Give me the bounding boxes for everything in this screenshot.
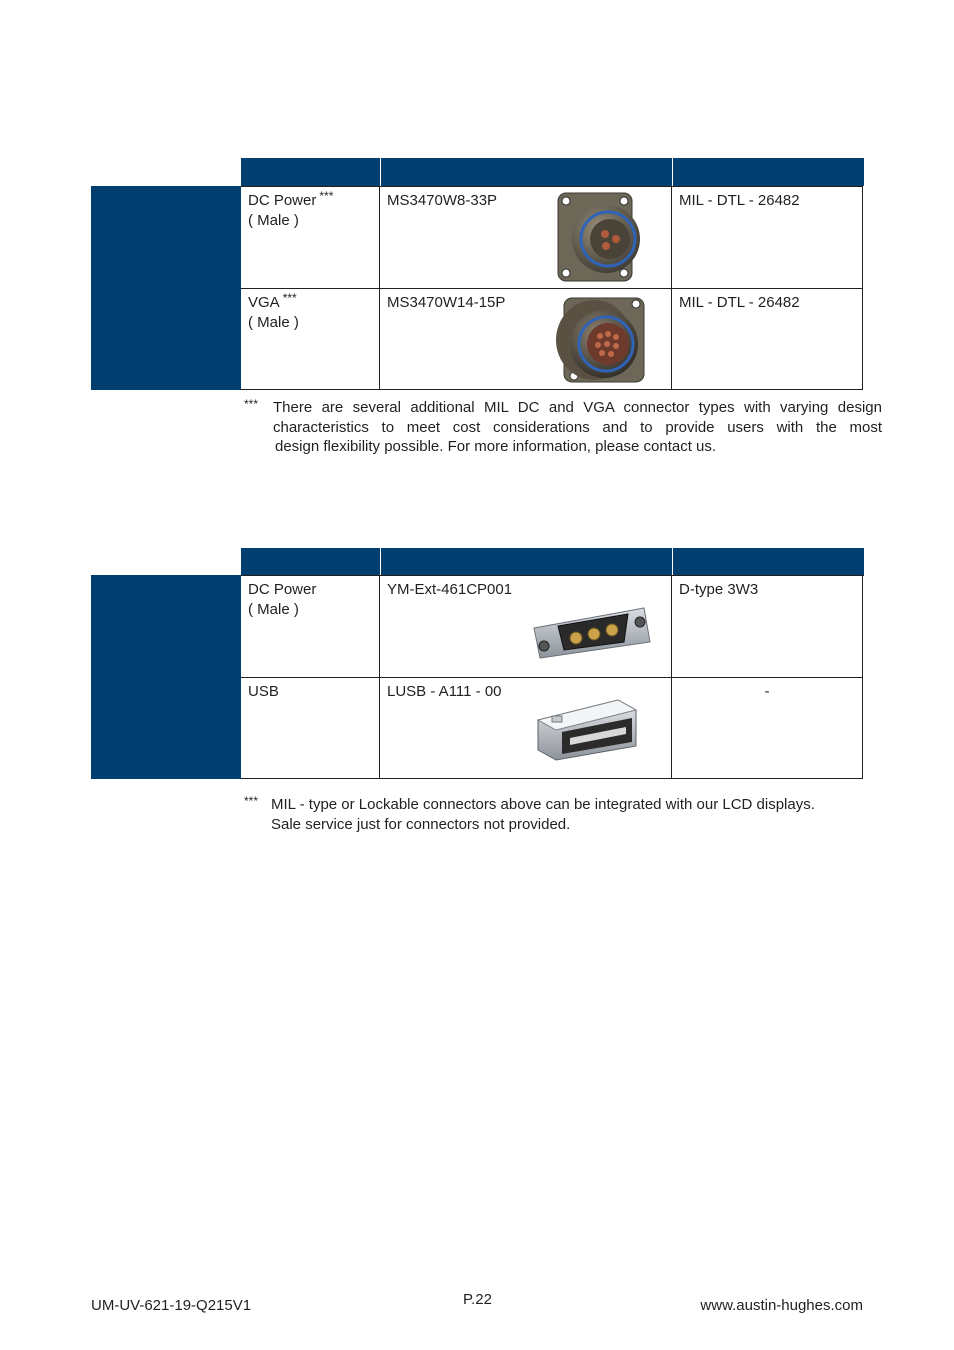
connector-name: DC Power (248, 581, 317, 598)
table-row (241, 288, 862, 389)
connector-name-cell (241, 187, 380, 288)
footnote-line: characteristics to meet cost considerations and to provide users with the most (273, 418, 882, 436)
footer-website: www.austin-hughes.com (700, 1297, 863, 1314)
table-row (241, 187, 862, 288)
table-row (241, 677, 862, 778)
part-number: YM-Ext-461CP001 (387, 581, 513, 598)
part-number-cell (380, 576, 672, 677)
connector-table-mil (91, 158, 864, 390)
footnote-mil (244, 398, 882, 457)
connector-name-cell (241, 678, 380, 778)
footnote-line: There are several additional MIL DC and VGA connector types with varying design (273, 399, 882, 416)
d-type-3w3-connector-image (532, 602, 652, 660)
standard: D-type 3W3 (679, 581, 759, 598)
footnote-mark: *** (282, 291, 297, 305)
connector-name: DC Power (248, 192, 317, 209)
part-number-cell (380, 678, 672, 778)
connector-name-cell (241, 289, 380, 389)
footnote-mark: *** (244, 397, 259, 411)
footer-doc-id: UM-UV-621-19-Q215V1 (91, 1297, 252, 1314)
connector-name-cell (241, 576, 380, 677)
mil-vga-connector-image (550, 294, 652, 386)
footnote-mark: *** (319, 189, 334, 203)
connector-gender: ( Male ) (248, 314, 299, 331)
table-side-label (91, 575, 241, 779)
table-body (241, 186, 863, 390)
connector-table-lockable (91, 548, 864, 779)
part-number: MS3470W8-33P (387, 192, 498, 209)
table-body (241, 575, 863, 779)
footnote-line: design flexibility possible. For more information, please contact us. (275, 438, 717, 455)
connector-name: VGA (248, 294, 280, 311)
table-header (241, 548, 864, 576)
standard: - (764, 683, 770, 700)
footnote-mark: *** (244, 794, 259, 808)
connector-gender: ( Male ) (248, 212, 299, 229)
standard-cell (672, 187, 862, 288)
standard: MIL - DTL - 26482 (679, 192, 800, 209)
part-number: LUSB - A111 - 00 (387, 683, 502, 700)
standard: MIL - DTL - 26482 (679, 294, 800, 311)
connector-name: USB (248, 683, 279, 700)
standard-cell (672, 678, 862, 778)
footer-page-number: P.22 (463, 1291, 492, 1308)
standard-cell (672, 576, 862, 677)
footnote-line: MIL - type or Lockable connectors above can be integrated with our LCD displays. (271, 796, 815, 813)
footnote-lockable (244, 795, 884, 834)
footnote-line: Sale service just for connectors not provided. (271, 815, 571, 833)
part-number-cell (380, 289, 672, 389)
mil-dc-connector-image (556, 191, 644, 283)
table-row (241, 576, 862, 677)
usb-lockable-connector-image (532, 696, 644, 762)
standard-cell (672, 289, 862, 389)
part-number: MS3470W14-15P (387, 294, 506, 311)
part-number-cell (380, 187, 672, 288)
table-header (241, 158, 864, 186)
table-side-label (91, 186, 241, 390)
connector-gender: ( Male ) (248, 601, 299, 618)
